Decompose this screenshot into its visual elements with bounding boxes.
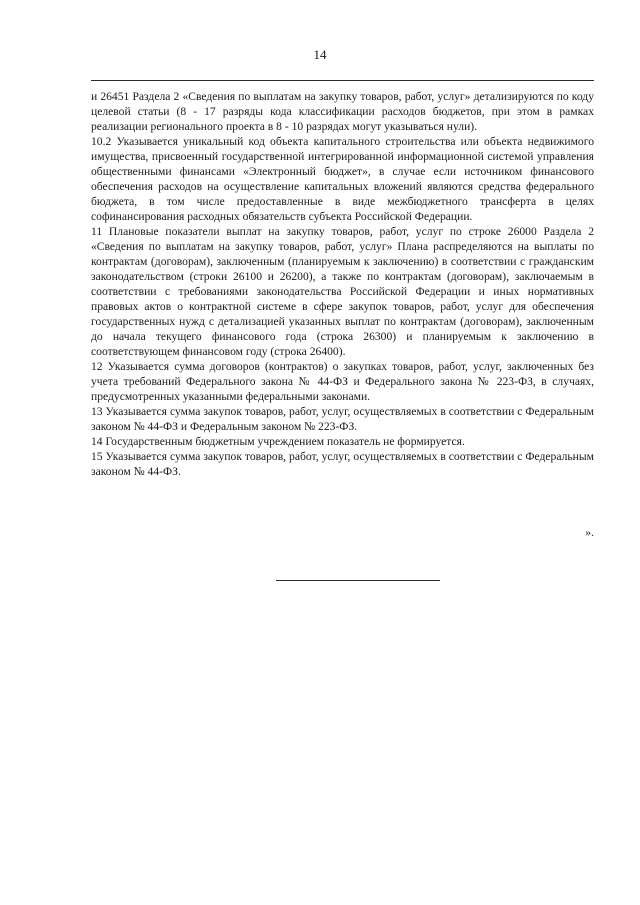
footnote-14: 14 Государственным бюджетным учреждением показатель не формируется. xyxy=(91,435,465,448)
footnote-separator-rule xyxy=(91,80,594,81)
page-number: 14 xyxy=(313,47,327,62)
footnotes-block xyxy=(91,89,594,479)
end-of-document-rule xyxy=(276,580,440,581)
footnote-13: 13 Указывается сумма закупок товаров, работ, услуг, осуществляемых в соответствии с Федеральным законом № 44-ФЗ и Федеральным законом № 223-ФЗ. xyxy=(91,405,594,433)
footnote-10-2: 10.2 Указывается уникальный код объекта капитального строительства или объекта недвижимого имущества, присвоенный государственной интегрированной информационной системой управления общественными финансами «Электронный бюджет», в случае если источником финансового обеспечения расходов на осуществление капитальных вложений являются средства федерального бюджета, в том числе предоставленные в виде межбюджетного трансферта в целях софинансирования расходных обязательств субъекта Российской Федерации. xyxy=(91,135,594,223)
closing-quote-mark: ». xyxy=(585,526,594,539)
footnote-11: 11 Плановые показатели выплат на закупку товаров, работ, услуг по строке 26000 Раздела 2 «Сведения по выплатам на закупку товаров, работ, услуг» Плана распределяются на выплаты по контрактам (договорам), заключенным (планируемым к заключению) в соответствии с гражданским законодательством (строки 26100 и 26200), а также по контрактам (договорам), заключаемым в соответствии с требованиями законодательства Российской Федерации и иных нормативных правовых актов о контрактной системе в сфере закупок товаров, работ, услуг для обеспечения государственных нужд с детализацией указанных выплат по контрактам (договорам), заключенным до начала текущего финансового года (строка 26300) и планируемым к заключению в соответствующем финансовом году (строка 26400). xyxy=(91,225,594,358)
footnote-continuation: и 26451 Раздела 2 «Сведения по выплатам на закупку товаров, работ, услуг» детализируются по коду целевой статьи (8 - 17 разряды кода классификации расходов бюджетов, при этом в рамках реализации регионального проекта в 8 - 10 разрядах могут указываться нули). xyxy=(91,90,594,133)
footnote-15: 15 Указывается сумма закупок товаров, работ, услуг, осуществляемых в соответствии с Федеральным законом № 44-ФЗ. xyxy=(91,450,594,478)
footnote-12: 12 Указывается сумма договоров (контрактов) о закупках товаров, работ, услуг, заключенных без учета требований Федерального закона № 44-ФЗ и Федерального закона № 223-ФЗ, в случаях, предусмотренных указанными федеральными законами. xyxy=(91,360,594,403)
